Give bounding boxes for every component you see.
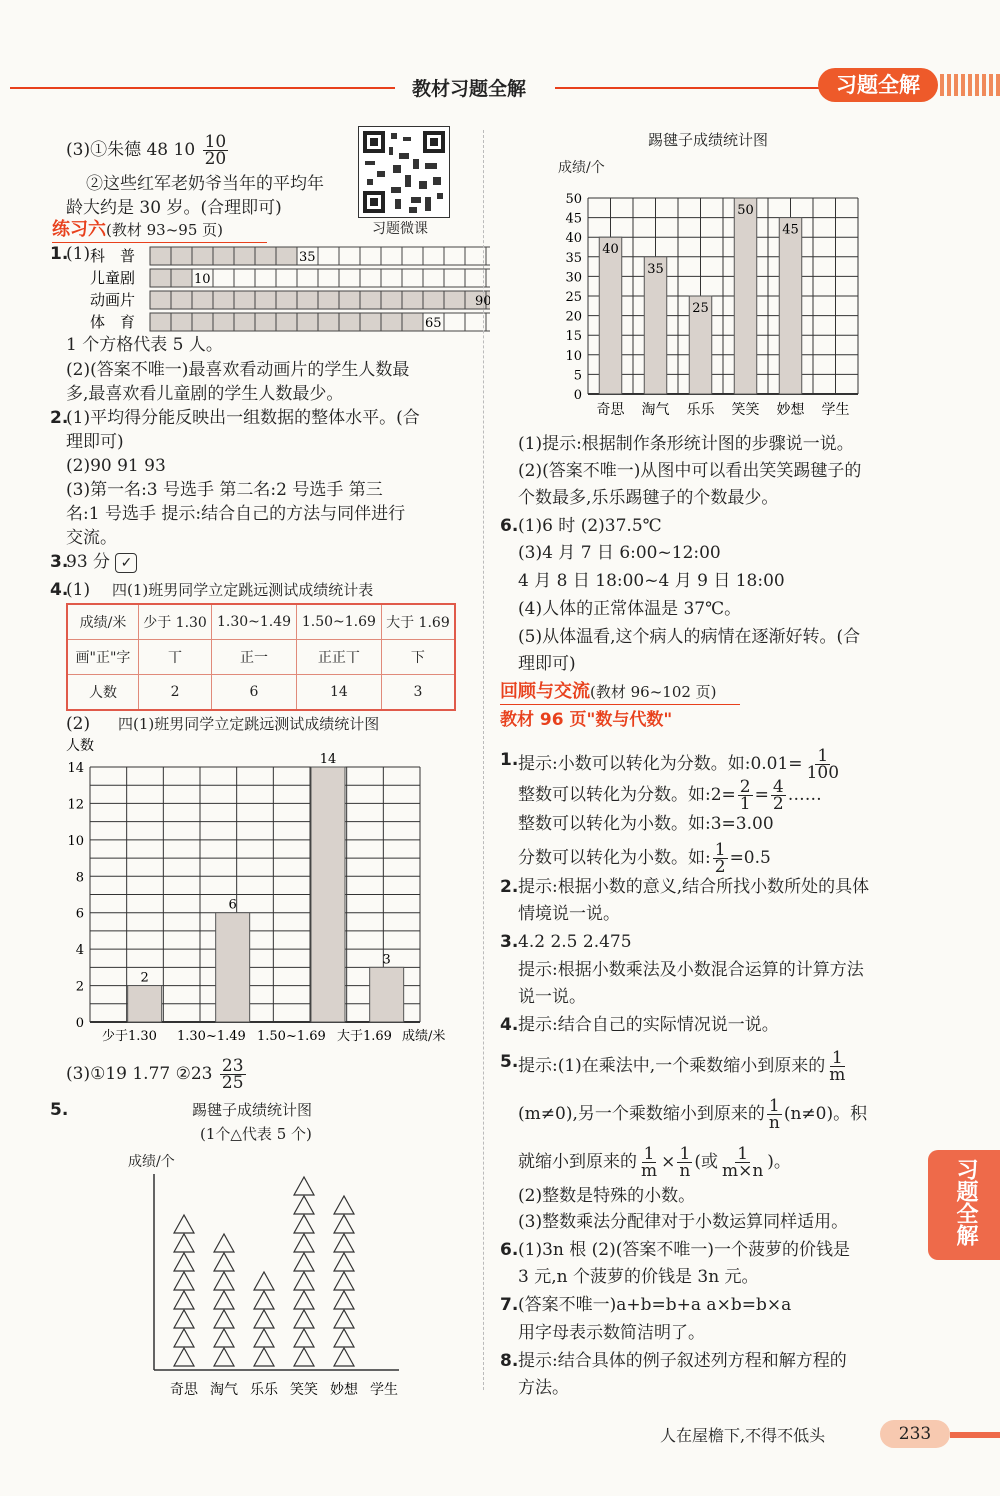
triangle-icon (254, 1348, 274, 1366)
q6-c: 4 月 8 日 18:00~4 月 9 日 18:00 (518, 571, 785, 591)
p3-line1: (3)①朱德 48 10 $\frac{10}{20}$ (66, 132, 227, 169)
chart2-bar (734, 198, 757, 394)
strip-value-label: 65 (425, 316, 442, 331)
side-tab (928, 1150, 1000, 1260)
r8-a: 提示:结合具体的例子叙述列方程和解方程的 (518, 1351, 847, 1371)
table-cell: 画"正"字 (67, 640, 139, 675)
triangle-icon (174, 1253, 194, 1271)
chart2-bar (779, 218, 802, 394)
chart2-data-label: 50 (737, 203, 754, 218)
q6-a: (1)6 时 (2)37.5℃ (518, 516, 662, 536)
q2-number: 2. (50, 408, 69, 428)
r1-c: 整数可以转化为小数。如:3=3.00 (518, 814, 774, 834)
strip-cell (297, 291, 318, 309)
chart2-bar (599, 237, 622, 394)
r5-e: (3)整数乘法分配律对于小数运算同样适用。 (518, 1212, 849, 1232)
table-cell: 大于 1.69 (381, 604, 455, 640)
triangle-icon (174, 1291, 194, 1309)
chart1-xtick: 少于1.30 (102, 1029, 157, 1044)
strip-label: 儿童剧 (90, 269, 136, 287)
triangle-icon (174, 1234, 194, 1252)
strip-cell (423, 247, 444, 265)
strip-cell (150, 269, 171, 287)
r7-b: 用字母表示数简洁明了。 (518, 1323, 705, 1343)
r1-d: 分数可以转化为小数。如: $\frac{1}{2}$ =0.5 (518, 840, 771, 877)
strip-value-label: 10 (194, 272, 211, 287)
triangle-icon (254, 1310, 274, 1328)
chart1-ytick: 6 (75, 906, 84, 922)
strip-cell (213, 269, 234, 287)
r4-number: 4. (500, 1015, 519, 1035)
chart2-ytick: 5 (573, 368, 582, 384)
strip-cell (276, 269, 297, 287)
r6-b: 3 元,n 个菠萝的价钱是 3n 元。 (518, 1267, 759, 1287)
q1-note: 1 个方格代表 5 人。 (66, 335, 223, 355)
pictograph-xtick: 淘气 (210, 1382, 238, 1398)
strip-cell (444, 313, 465, 331)
triangle-icon (214, 1348, 234, 1366)
r7-number: 7. (500, 1295, 519, 1315)
strip-cell (276, 247, 297, 265)
r6-number: 6. (500, 1240, 519, 1260)
chart2-xtick: 学生 (821, 402, 850, 418)
fraction: $\frac{1}{m\times n}$ (721, 1144, 764, 1181)
chart2-xtick: 妙想 (776, 402, 805, 418)
chart2-xtick: 奇思 (596, 402, 625, 418)
triangle-icon (174, 1215, 194, 1233)
chart2-ylabel: 成绩/个 (558, 160, 605, 176)
pictograph (120, 1170, 420, 1400)
triangle-icon (174, 1272, 194, 1290)
triangle-icon (214, 1253, 234, 1271)
qr-code[interactable] (358, 126, 450, 218)
strip-cell (402, 247, 423, 265)
column-divider (483, 130, 484, 1390)
triangle-icon (254, 1329, 274, 1347)
chart2-data-label: 45 (782, 222, 799, 238)
table-header-row (67, 604, 455, 640)
chart1-data-label: 6 (228, 897, 237, 913)
triangle-icon (294, 1253, 314, 1271)
q1-strip-chart (90, 243, 490, 333)
r8-b: 方法。 (518, 1378, 569, 1398)
q6-f: 理即可) (518, 654, 576, 674)
triangle-icon (334, 1272, 354, 1290)
triangle-icon (174, 1310, 194, 1328)
strip-cell (339, 313, 360, 331)
strip-cell (339, 247, 360, 265)
chart2-ytick: 0 (573, 388, 582, 403)
strip-cell (381, 313, 402, 331)
strip-cell (213, 247, 234, 265)
table-cell: 14 (296, 675, 381, 711)
strip-cell (192, 313, 213, 331)
chart2-xtick: 淘气 (641, 402, 670, 418)
table-cell: 3 (381, 675, 455, 711)
chart1-data-label: 3 (382, 952, 391, 968)
q2-e: 名:1 号选手 提示:结合自己的方法与同伴进行 (66, 504, 406, 524)
q5-2a: (2)(答案不唯一)从图中可以看出笑笑踢毽子的 (518, 461, 862, 481)
q2-d: (3)第一名:3 号选手 第二名:2 号选手 第三 (66, 480, 383, 500)
r5-d: (2)整数是特殊的小数。 (518, 1186, 696, 1206)
review-heading: 回顾与交流(教材 96~102 页) (500, 681, 717, 702)
table-row (67, 675, 455, 711)
q6-e: (5)从体温看,这个病人的病情在逐渐好转。(合 (518, 627, 861, 647)
strip-cell (234, 247, 255, 265)
r5-c: 就缩小到原来的 $\frac{1}{m}$ × $\frac{1}{n}$ (或 $\frac{1}{m\times n}$ )。 (518, 1144, 791, 1181)
q2-f: 交流。 (66, 528, 117, 548)
q1-strips-svg (90, 243, 490, 333)
r8-number: 8. (500, 1351, 519, 1371)
strip-cell (297, 313, 318, 331)
chart2-data-label: 25 (692, 301, 709, 316)
chart2-data-label: 40 (602, 242, 619, 258)
triangle-icon (334, 1196, 354, 1214)
q2-c: (2)90 91 93 (66, 456, 166, 476)
r5-b: (m≠0),另一个乘数缩小到原来的 $\frac{1}{n}$ (n≠0)。积 (518, 1096, 868, 1133)
strip-cell (486, 269, 490, 287)
strip-cell (381, 247, 402, 265)
q2-b: 理即可) (66, 432, 124, 452)
triangle-icon (294, 1310, 314, 1328)
qr-pattern (359, 127, 449, 217)
triangle-icon (254, 1291, 274, 1309)
qr-label: 习题微课 (372, 221, 428, 237)
triangle-icon (294, 1348, 314, 1366)
triangle-icon (214, 1329, 234, 1347)
strip-cell (213, 313, 234, 331)
footer-stripe (950, 1432, 1000, 1438)
strip-cell (150, 247, 171, 265)
q5-number: 5. (50, 1100, 69, 1120)
q1-prefix: (1) (66, 244, 91, 264)
strip-cell (444, 247, 465, 265)
chart1-ytick: 4 (75, 943, 84, 959)
strip-cell (171, 247, 192, 265)
triangle-icon (254, 1272, 274, 1290)
strip-value-label: 35 (299, 250, 316, 265)
chart1-ytick: 8 (75, 870, 84, 886)
strip-cell (360, 269, 381, 287)
strip-cell (381, 269, 402, 287)
fraction: $\frac{1}{100}$ (806, 746, 840, 783)
q3-number: 3. (50, 552, 69, 572)
fraction: $\frac{1}{m}$ (641, 1144, 658, 1181)
chart1-xtick: 1.50~1.69 (257, 1029, 326, 1044)
strip-label: 体 育 (90, 313, 136, 331)
strip-cell (402, 291, 423, 309)
strip-cell (423, 269, 444, 287)
header-rule-right (555, 87, 820, 89)
pictograph-xtick: 乐乐 (250, 1382, 278, 1398)
strip-cell (150, 313, 171, 331)
triangle-icon (214, 1272, 234, 1290)
strip-label: 科 普 (90, 247, 136, 265)
chart2-ytick: 10 (565, 348, 582, 364)
chart2-xtick: 乐乐 (686, 402, 715, 418)
strip-cell (276, 291, 297, 309)
chart1-bar (311, 767, 345, 1022)
r2-b: 情境说一说。 (518, 904, 620, 924)
fraction: $\frac{1}{m}$ (829, 1048, 846, 1085)
strip-cell (171, 269, 192, 287)
triangle-icon (334, 1253, 354, 1271)
strip-cell (381, 291, 402, 309)
chart2-ytick: 25 (565, 290, 582, 305)
table-cell: 2 (139, 675, 212, 711)
fraction: $\frac{4}{2}$ (772, 777, 784, 814)
strip-cell (486, 313, 490, 331)
triangle-icon (294, 1196, 314, 1214)
chart2-svg (548, 178, 878, 428)
page96-heading: 教材 96 页"数与代数" (500, 710, 673, 730)
strip-cell (255, 313, 276, 331)
strip-cell (234, 269, 255, 287)
chart2-ytick: 50 (565, 192, 582, 207)
page-number: 233 (880, 1420, 950, 1448)
header-title: 教材习题全解 (412, 78, 527, 100)
review-rule (500, 704, 740, 705)
fraction: $\frac{23}{25}$ (221, 1056, 244, 1093)
triangle-icon (174, 1329, 194, 1347)
triangle-icon (334, 1215, 354, 1233)
chart1-bar (128, 986, 162, 1022)
pictograph-title: 踢毽子成绩统计图 (192, 1101, 313, 1119)
q1-2a: (2)(答案不唯一)最喜欢看动画片的学生人数最 (66, 360, 410, 380)
q2-a: (1)平均得分能反映出一组数据的整体水平。(合 (66, 408, 420, 428)
chart1-xtick: 1.30~1.49 (177, 1029, 246, 1044)
q4-table-title: 四(1)班男同学立定跳远测试成绩统计表 (112, 581, 374, 599)
strip-cell (276, 313, 297, 331)
chart2-bar (644, 257, 667, 394)
header-rule-left (10, 87, 395, 89)
strip-cell (192, 291, 213, 309)
r2-a: 提示:根据小数的意义,结合所找小数所处的具体 (518, 877, 870, 897)
table-cell: 正一 (212, 640, 297, 675)
fraction: $\frac{1}{n}$ (679, 1144, 691, 1181)
r3-b: 提示:根据小数乘法及小数混合运算的计算方法 (518, 960, 864, 980)
strip-cell (444, 269, 465, 287)
strip-cell (171, 291, 192, 309)
fraction: $\frac{2}{1}$ (739, 777, 751, 814)
p3-line2: ②这些红军老奶爷当年的平均年 (86, 174, 324, 194)
r7-a: (答案不唯一)a+b=b+a a×b=b×a (518, 1295, 792, 1315)
strip-cell (444, 291, 465, 309)
check-icon: ✓ (115, 553, 137, 573)
r3-a: 4.2 2.5 2.475 (518, 932, 632, 952)
triangle-icon (294, 1215, 314, 1233)
chart2-ytick: 15 (565, 329, 582, 345)
score-table (66, 603, 456, 711)
strip-cell (360, 247, 381, 265)
chart1-title: 四(1)班男同学立定跳远测试成绩统计图 (118, 715, 380, 733)
q6-d: (4)人体的正常体温是 37℃。 (518, 599, 742, 619)
triangle-icon (294, 1329, 314, 1347)
strip-cell (192, 247, 213, 265)
triangle-icon (174, 1348, 194, 1366)
section-6-heading: 练习六(教材 93~95 页) (52, 219, 223, 240)
table-cell: 少于 1.30 (139, 604, 212, 640)
chart2-xtick: 笑笑 (731, 402, 760, 418)
chart1-ytick: 14 (67, 761, 84, 776)
q1-number: 1. (50, 244, 69, 264)
strip-cell (234, 313, 255, 331)
q5-2b: 个数最多,乐乐踢毽子的个数最少。 (518, 488, 779, 508)
strip-cell (318, 291, 339, 309)
strip-cell (255, 291, 276, 309)
footer-motto: 人在屋檐下,不得不低头 (660, 1426, 826, 1445)
chart1-bar (370, 967, 404, 1022)
chart1-ytick: 12 (67, 797, 84, 813)
fraction: $\frac{1}{n}$ (768, 1096, 780, 1133)
pictograph-xtick: 学生 (370, 1382, 398, 1398)
triangle-icon (294, 1291, 314, 1309)
chart1-xtick: 大于1.69 (337, 1029, 392, 1044)
triangle-icon (334, 1234, 354, 1252)
strip-cell (360, 291, 381, 309)
strip-cell (171, 313, 192, 331)
strip-cell (339, 269, 360, 287)
table-cell: 正正丅 (296, 640, 381, 675)
triangle-icon (334, 1348, 354, 1366)
q4-1: (1) (66, 580, 91, 600)
r5-a: 提示:(1)在乘法中,一个乘数缩小到原来的 $\frac{1}{m}$ (518, 1048, 846, 1085)
r1-number: 1. (500, 750, 519, 770)
chart1 (52, 732, 472, 1052)
q6-b: (3)4 月 7 日 6:00~12:00 (518, 543, 721, 563)
strip-cell (234, 291, 255, 309)
pictograph-xtick: 奇思 (170, 1382, 198, 1398)
p3-line3: 龄大约是 30 岁。(合理即可) (66, 198, 282, 218)
strip-cell (213, 291, 234, 309)
r4: 提示:结合自己的实际情况说一说。 (518, 1015, 779, 1035)
triangle-icon (294, 1272, 314, 1290)
q3-answer: 93 分 ✓ (66, 550, 137, 574)
r3-number: 3. (500, 932, 519, 952)
pictograph-subtitle: (1个△代表 5 个) (200, 1125, 312, 1143)
strip-cell (423, 291, 444, 309)
strip-cell (486, 247, 490, 265)
chart2-ytick: 35 (565, 250, 582, 266)
table-cell: 丅 (139, 640, 212, 675)
header-badge: 习题全解 (818, 68, 938, 102)
strip-cell (318, 247, 339, 265)
strip-cell (318, 313, 339, 331)
strip-cell (150, 291, 171, 309)
table-cell: 下 (381, 640, 455, 675)
side-tab-label: 习题全解 (953, 1158, 978, 1246)
table-cell: 6 (212, 675, 297, 711)
strip-cell (297, 269, 318, 287)
chart1-svg (52, 732, 472, 1052)
pictograph-xtick: 笑笑 (290, 1382, 318, 1398)
chart1-xlabel: 成绩/米 (402, 1029, 446, 1044)
table-cell: 1.30~1.49 (212, 604, 297, 640)
chart1-ytick: 0 (75, 1016, 84, 1031)
chart2-title: 踢毽子成绩统计图 (648, 131, 769, 149)
triangle-icon (334, 1291, 354, 1309)
chart1-ytick: 10 (67, 833, 84, 849)
table-row (67, 640, 455, 675)
chart1-ylabel: 人数 (66, 738, 94, 754)
strip-cell (318, 269, 339, 287)
r1-a: 提示:小数可以转化为分数。如:0.01= $\frac{1}{100}$ (518, 746, 840, 783)
strip-label: 动画片 (90, 291, 136, 309)
chart2-ytick: 30 (565, 270, 582, 286)
q4-number: 4. (50, 580, 69, 600)
strip-cell (339, 291, 360, 309)
strip-cell (360, 313, 381, 331)
chart2-ytick: 20 (565, 309, 582, 325)
table-cell: 人数 (67, 675, 139, 711)
q1-2b: 多,最喜欢看儿童剧的学生人数最少。 (66, 384, 344, 404)
strip-cell (255, 247, 276, 265)
fraction: $\frac{10}{20}$ (204, 132, 227, 169)
header (0, 60, 1000, 110)
fraction: $\frac{1}{2}$ (714, 840, 726, 877)
chart1-data-label: 2 (140, 970, 149, 986)
pictograph-xtick: 妙想 (330, 1382, 358, 1398)
table-cell: 1.50~1.69 (296, 604, 381, 640)
pictograph-svg (120, 1170, 420, 1400)
triangle-icon (334, 1329, 354, 1347)
triangle-icon (294, 1177, 314, 1195)
triangle-icon (334, 1310, 354, 1328)
strip-cell (402, 313, 423, 331)
pictograph-ylabel: 成绩/个 (128, 1154, 175, 1170)
q5-1: (1)提示:根据制作条形统计图的步骤说一说。 (518, 434, 854, 454)
r2-number: 2. (500, 877, 519, 897)
r5-number: 5. (500, 1052, 519, 1072)
chart1-data-label: 14 (319, 752, 337, 767)
q6-number: 6. (500, 516, 519, 536)
strip-cell (255, 269, 276, 287)
chart2-data-label: 35 (647, 261, 664, 277)
chart2-ytick: 45 (565, 211, 582, 227)
strip-value-label: 90 (475, 294, 490, 309)
triangle-icon (294, 1234, 314, 1252)
triangle-icon (214, 1234, 234, 1252)
chart2-ytick: 40 (565, 231, 582, 247)
chart1-bar (216, 913, 250, 1022)
triangle-icon (214, 1291, 234, 1309)
chart2 (548, 178, 878, 428)
q4-2: (2) (66, 714, 91, 734)
triangle-icon (214, 1310, 234, 1328)
q4-3: (3)①19 1.77 ②23 $\frac{23}{25}$ (66, 1056, 244, 1093)
header-stripes (940, 74, 1000, 96)
r3-c: 说一说。 (518, 987, 586, 1007)
r6-a: (1)3n 根 (2)(答案不唯一)一个菠萝的价钱是 (518, 1240, 850, 1260)
r1-b: 整数可以转化为分数。如:2= $\frac{2}{1}$ = $\frac{4}{2}$ …… (518, 777, 822, 814)
table-cell: 成绩/米 (67, 604, 139, 640)
chart1-ytick: 2 (75, 979, 84, 995)
strip-cell (402, 269, 423, 287)
